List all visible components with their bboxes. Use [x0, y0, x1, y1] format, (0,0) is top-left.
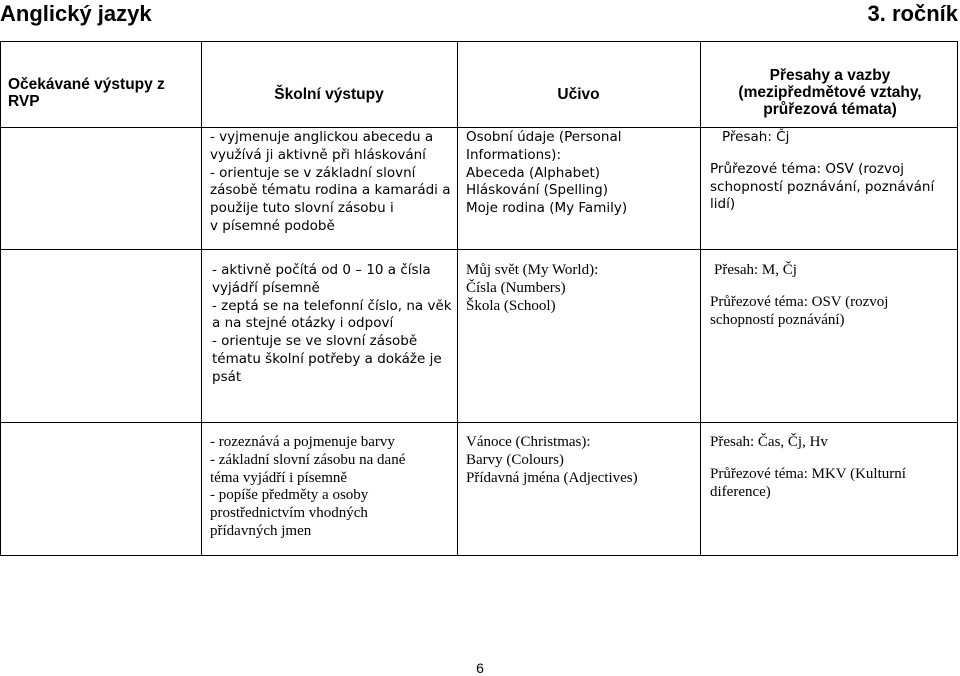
- column-divider: [201, 41, 202, 556]
- list-item: Můj svět (My World):: [466, 262, 599, 278]
- row-3-outputs: [210, 434, 405, 541]
- column-header-rvp: Očekávané výstupy z RVP: [8, 76, 165, 110]
- page-number: 6: [476, 660, 484, 676]
- row-2-links: [710, 262, 888, 329]
- list-item: v písemné podobě: [210, 217, 335, 234]
- list-item: prostřednictvím vhodných: [210, 505, 368, 522]
- list-item: lidí): [710, 196, 736, 213]
- column-divider: [700, 41, 701, 556]
- row-2-content: [466, 262, 598, 315]
- cross-subject-link: Přesah: M, Čj: [714, 262, 797, 278]
- list-item: Abeceda (Alphabet): [466, 164, 601, 181]
- table-border-top: [0, 41, 958, 42]
- table-border-bottom: [0, 555, 958, 556]
- cross-subject-link: Přesah: Čj: [722, 129, 790, 145]
- list-item: přídavných jmen: [210, 522, 312, 539]
- list-item: využívá ji aktivně při hláskování: [210, 146, 426, 163]
- row-divider: [0, 249, 958, 250]
- list-item: zásobě tématu rodina a kamarádi a: [210, 182, 451, 199]
- list-item: vyjádří písemně: [212, 279, 320, 296]
- list-item: - aktivně počítá od 0 – 10 a čísla: [212, 262, 431, 278]
- list-item: - zeptá se na telefonní číslo, na věk: [212, 297, 452, 314]
- list-item: Barvy (Colours): [466, 451, 564, 468]
- row-3-content: [466, 434, 638, 487]
- grade-title: 3. ročník: [867, 1, 958, 26]
- cross-subject-link: Přesah: Čas, Čj, Hv: [710, 434, 828, 450]
- header-divider: [0, 127, 958, 128]
- list-item: Průřezové téma: OSV (rozvoj: [710, 293, 889, 310]
- list-item: Moje rodina (My Family): [466, 200, 628, 217]
- column-header-links: Přesahy a vazby (mezipředmětové vztahy, průřezová témata): [738, 67, 922, 118]
- list-item: schopností poznávání): [710, 311, 845, 328]
- curriculum-table: [0, 41, 958, 556]
- list-item: tématu školní potřeby a dokáže je: [212, 350, 442, 367]
- row-3-links: [710, 434, 906, 501]
- list-item: Informations):: [466, 146, 561, 163]
- column-divider: [457, 41, 458, 556]
- list-item: - popíše předměty a osoby: [210, 487, 369, 504]
- list-item: diference): [710, 483, 771, 500]
- list-item: Hláskování (Spelling): [466, 182, 609, 199]
- row-1-outputs: [210, 129, 450, 236]
- list-item: schopností poznávání, poznávání: [710, 178, 935, 195]
- list-item: a na stejné otázky i odpoví: [212, 315, 394, 332]
- list-item: - základní slovní zásobu na dané: [210, 451, 406, 468]
- column-header-school-outputs: Školní výstupy: [274, 86, 384, 103]
- table-border-right: [957, 41, 958, 556]
- list-item: Čísla (Numbers): [466, 279, 566, 296]
- row-divider: [0, 422, 958, 423]
- list-item: Škola (School): [466, 297, 556, 314]
- list-item: Průřezové téma: MKV (Kulturní: [710, 465, 906, 482]
- row-2-outputs: [212, 262, 452, 387]
- list-item: Vánoce (Christmas):: [466, 434, 591, 450]
- list-item: - vyjmenuje anglickou abecedu a: [210, 129, 434, 145]
- list-item: - rozeznává a pojmenuje barvy: [210, 434, 395, 450]
- list-item: - orientuje se v základní slovní: [210, 164, 416, 181]
- column-header-curriculum: Učivo: [557, 86, 600, 103]
- list-item: psát: [212, 368, 242, 385]
- list-item: Průřezové téma: OSV (rozvoj: [710, 160, 904, 177]
- row-1-links: [710, 129, 934, 214]
- list-item: Přídavná jména (Adjectives): [466, 469, 638, 486]
- list-item: použije tuto slovní zásobu i: [210, 200, 394, 217]
- list-item: Osobní údaje (Personal: [466, 129, 622, 145]
- table-border-left: [0, 41, 1, 556]
- list-item: - orientuje se ve slovní zásobě: [212, 333, 418, 350]
- list-item: téma vyjádří i písemně: [210, 469, 348, 486]
- subject-title: Anglický jazyk: [0, 1, 152, 26]
- row-1-content: [466, 129, 627, 218]
